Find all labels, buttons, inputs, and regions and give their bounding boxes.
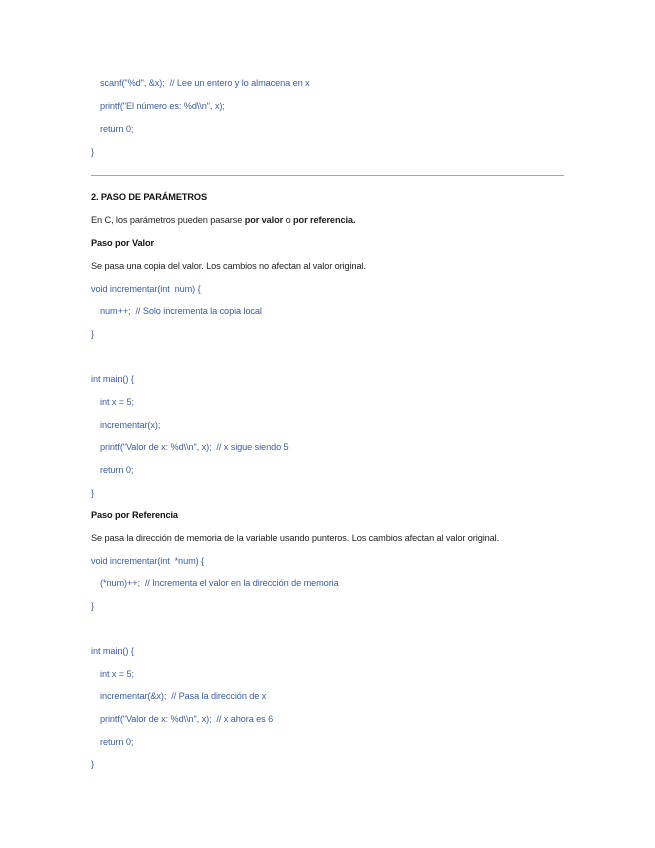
- horizontal-rule: [91, 175, 564, 176]
- code-line: return 0;: [100, 465, 134, 475]
- code-line: incrementar(&x); // Pasa la dirección de x: [100, 691, 267, 701]
- code-line: return 0;: [100, 124, 134, 134]
- code-line: num++; // Solo incrementa la copia local: [100, 306, 262, 316]
- code-line: }: [91, 329, 94, 339]
- subsection-title: Paso por Valor: [91, 238, 154, 248]
- code-line: }: [91, 488, 94, 498]
- code-line: int main() {: [91, 646, 134, 656]
- code-line: printf("Valor de x: %d\\n", x); // x ahora es 6: [100, 714, 274, 724]
- code-line: int main() {: [91, 374, 134, 384]
- section-heading: 2. PASO DE PARÁMETROS: [91, 192, 207, 202]
- code-line: void incrementar(int num) {: [91, 284, 201, 294]
- subsection-description: Se pasa una copia del valor. Los cambios no afectan al valor original.: [91, 261, 366, 271]
- code-line: int x = 5;: [100, 669, 134, 679]
- code-line: void incrementar(int *num) {: [91, 556, 205, 566]
- code-line: printf("Valor de x: %d\\n", x); // x sigue siendo 5: [100, 442, 289, 452]
- code-line: }: [91, 601, 94, 611]
- code-line: }: [91, 759, 94, 769]
- code-line: (*num)++; // Incrementa el valor en la dirección de memoria: [100, 578, 339, 588]
- code-line: scanf("%d", &x); // Lee un entero y lo almacena en x: [100, 78, 310, 88]
- code-line: printf("El número es: %d\\n", x);: [100, 101, 225, 111]
- code-line: }: [91, 147, 94, 157]
- subsection-title: Paso por Referencia: [91, 510, 178, 520]
- code-line: int x = 5;: [100, 397, 134, 407]
- subsection-description: Se pasa la dirección de memoria de la variable usando punteros. Los cambios afectan al valor original.: [91, 533, 500, 543]
- code-line: return 0;: [100, 737, 134, 747]
- code-line: incrementar(x);: [100, 420, 161, 430]
- section-intro: En C, los parámetros pueden pasarse por valor o por referencia.: [91, 215, 356, 225]
